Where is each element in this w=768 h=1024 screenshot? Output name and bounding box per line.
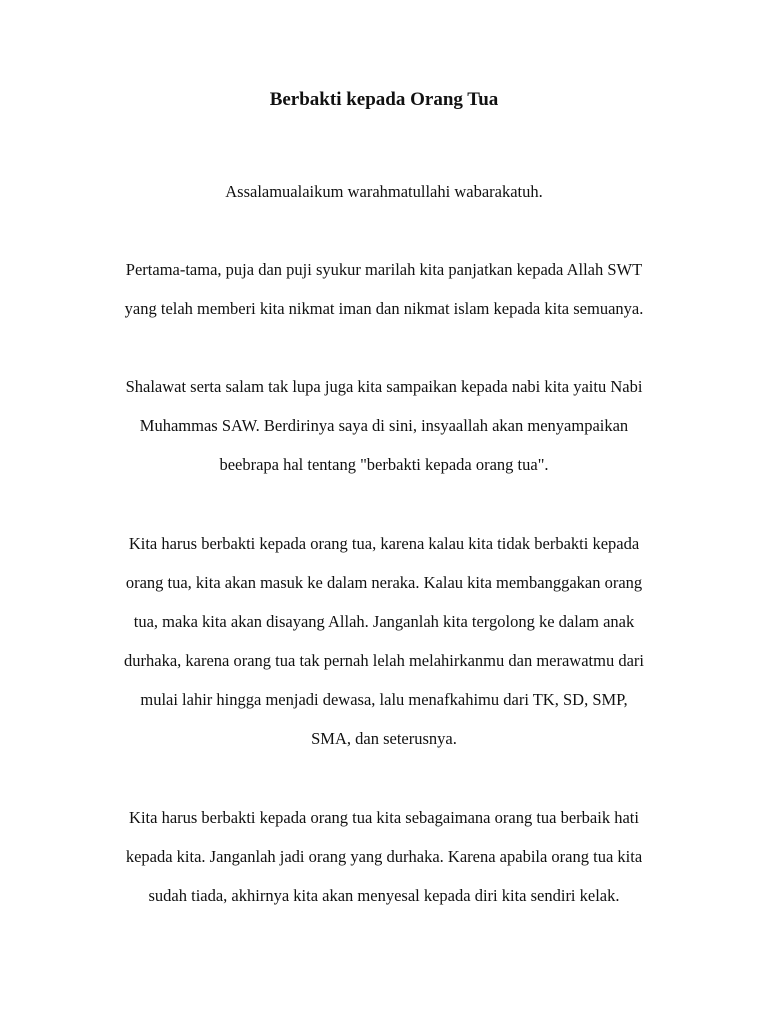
paragraph-line: tua, maka kita akan disayang Allah. Janganlah kita tergolong ke dalam anak (133, 612, 635, 631)
paragraph-closing (0, 798, 768, 915)
paragraph-line: orang tua, kita akan masuk ke dalam neraka. Kalau kita membanggakan orang (125, 573, 643, 592)
paragraph-line: Assalamualaikum warahmatullahi wabarakatuh. (225, 182, 543, 201)
paragraph-line: sudah tiada, akhirnya kita akan menyesal kepada diri kita sendiri kelak. (148, 886, 620, 905)
paragraph-line: SMA, dan seterusnya. (311, 729, 457, 748)
paragraph-shalawat (0, 367, 768, 484)
paragraph-opening (0, 250, 768, 328)
paragraph-line: mulai lahir hingga menjadi dewasa, lalu menafkahimu dari TK, SD, SMP, (140, 690, 628, 709)
paragraph-line: Muhammas SAW. Berdirinya saya di sini, insyaallah akan menyampaikan (139, 416, 629, 435)
paragraph-line: yang telah memberi kita nikmat iman dan nikmat islam kepada kita semuanya. (124, 299, 644, 318)
paragraph-line: beebrapa hal tentang "berbakti kepada orang tua". (219, 455, 549, 474)
document-title: Berbakti kepada Orang Tua (269, 89, 499, 110)
paragraph-line: Kita harus berbakti kepada orang tua, karena kalau kita tidak berbakti kepada (128, 534, 640, 553)
paragraph-berbakti (0, 524, 768, 758)
paragraph-line: Pertama-tama, puja dan puji syukur marilah kita panjatkan kepada Allah SWT (125, 260, 643, 279)
paragraph-line: Kita harus berbakti kepada orang tua kita sebagaimana orang tua berbaik hati (129, 808, 639, 827)
paragraph-line: Shalawat serta salam tak lupa juga kita sampaikan kepada nabi kita yaitu Nabi (125, 377, 643, 396)
paragraph-line: durhaka, karena orang tua tak pernah lelah melahirkanmu dan merawatmu dari (124, 651, 644, 670)
greeting-paragraph (0, 172, 768, 211)
paragraph-line: kepada kita. Janganlah jadi orang yang durhaka. Karena apabila orang tua kita (125, 847, 643, 866)
